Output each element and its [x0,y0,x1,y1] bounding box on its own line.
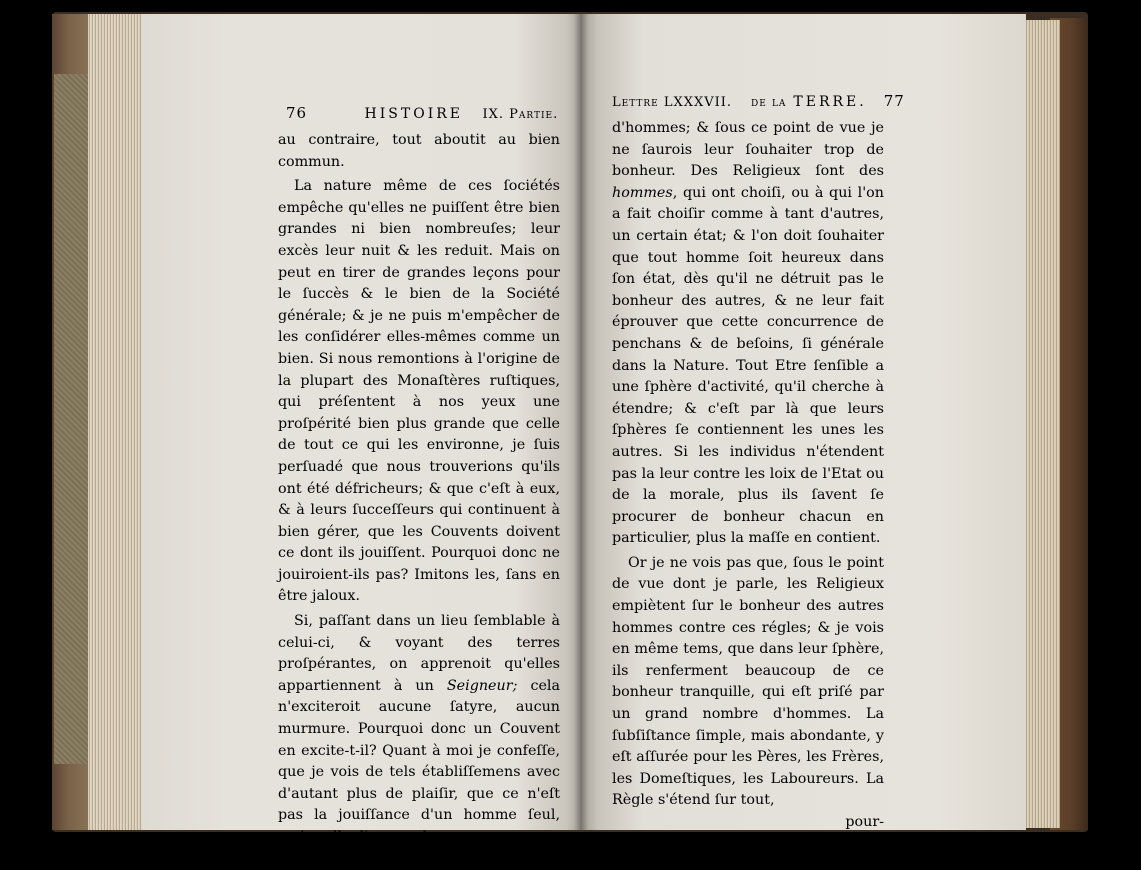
left-cover [52,14,92,830]
left-catchword: d'hom- [510,850,560,867]
right-paragraph-2: Or je ne vois pas que, ſous le point de vue dont je parle, les Religieux empiètent ſur le bonheur des autres hommes contre ces régles; & je vois en même tems, que dans leur ſphère, ils renferment beaucoup de ce bonheur tranquille, qui eſt priſé par un grand nombre d'hommes. La ſubſiſtance ſimple, mais abondante, y eſt aſſurée pour les Pères, les Frères, les Domeſtiques, les Laboureurs. La Règle s'étend ſur tout, [612,554,884,809]
left-paragraph-3-italic: Seigneur; [446,677,518,694]
left-running-title: HISTOIRE [364,106,463,122]
left-paragraph-3-a: Si, paſſant dans un lieu ſemblable à celui-ci, & voyant des terres proſpérantes, on apprenoit qu'elles appartiennent à un [278,613,560,694]
left-page-edges [88,14,144,830]
cover-cloth [54,74,88,764]
right-paragraph-1-b: , qui ont choiſi, ou à qui l'on a fait choiſir comme à tant d'autres, un certain état; & l'on doit ſouhaiter que tout homme ſoit heureux dans ſon état, dès qu'il ne détruit pas le bonheur des autres, & ne leur fait éprouver que cette concurrence de penchans & de beſoins, ſi générale dans la Nature. Tout Etre ſenſible a une ſphère d'activité, qu'il cherche à étendre; & c'eſt par là que leurs ſphères ſe contiennent les unes les autres. Si les individus n'étendent pas la leur contre les loix de l'Etat ou de la morale, plus ils ſavent ſe procurer de bonheur chacun en particulier, plus la maſſe en contient. [612,184,884,547]
left-paragraph-1: au contraire, tout aboutit au bien commun. [278,132,560,170]
left-paragraph-3-b: cela n'exciteroit aucune ſatyre, aucun murmure. Pourquoi donc un Couvent en excite-t-il? Quant à moi je confeſſe, que je vois de tels établiſſemens avec d'autant plus de plaiſir, que ce n'eſt pas la jouiſſance d'un homme ſeul, mais celle d'un nombre [278,677,561,845]
right-page-body [612,118,884,834]
right-running-title: TERRE. [793,94,867,110]
left-paragraph-3 [278,611,560,849]
left-page-header [286,104,562,122]
left-paragraph-2: La nature même de ces ſociétés empêche qu'elles ne puiſſent être bien grandes ni bien nombreuſes; leur excès leur nuit & les reduit. Mais on peut en tirer de grandes leçons pour le ſuccès & le bien de la Société générale; & je ne puis m'empêcher de les conſidérer elles-mêmes comme un bien. Si nous remontions à l'origine de la plupart des Monaſtères ruſtiques, qui préſentent à nos yeux une proſpérité bien plus grande que celle de tout ce qui les environne, je ſuis perſuadé que nous trouverions qu'ils ont été défricheurs; & que c'eſt à eux, & à leurs ſucceſſeurs qui continuent à bien gérer, que les Couvents doivent ce dont ils jouiſſent. Pourquoi donc ne jouiroient-ils pas? Imitons les, ſans en être jaloux. [278,178,560,605]
left-page-number: 76 [286,104,308,122]
left-running-part: IX. Partie. [482,107,559,122]
book-gutter [574,14,588,830]
right-running-letter: Lettre LXXXVII. [612,95,733,110]
right-running-de-la: de la [751,95,787,110]
right-paragraph-1 [612,118,884,550]
right-paragraph-1-a: d'hommes; & ſous ce point de vue je ne ſaurois leur ſouhaiter trop de bonheur. Des Religieux ſont des [612,120,884,180]
right-catchword: pour- [845,814,884,830]
right-page-edges [1022,20,1060,828]
right-paragraph-1-italic: hommes [612,184,673,201]
right-page-header [612,92,905,110]
right-page-number: 77 [883,92,905,110]
left-page-body [278,130,560,870]
